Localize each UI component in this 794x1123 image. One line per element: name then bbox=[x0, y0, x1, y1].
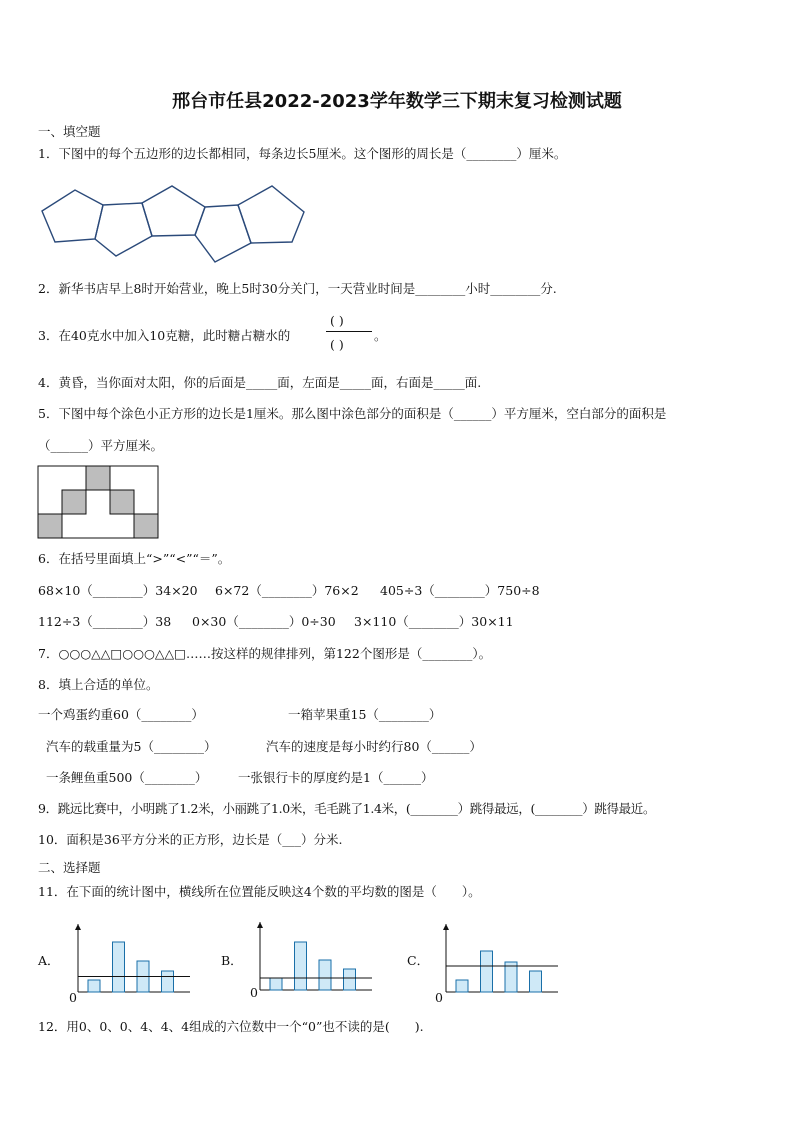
q6-row2-item-1: 112÷3（________）38 bbox=[38, 614, 172, 629]
chart-b-bar-4 bbox=[344, 969, 356, 990]
chart-b-bar-2 bbox=[295, 942, 307, 990]
question-5-line-2: （______）平方厘米。 bbox=[38, 438, 164, 453]
question-3-text: 3．在40克水中加入10克糖，此时糖占糖水的 bbox=[38, 328, 291, 343]
option-a-label[interactable]: A． bbox=[38, 953, 60, 968]
fraction-numerator: ( ) bbox=[330, 313, 344, 328]
chart-c-origin-label: 0 bbox=[435, 990, 443, 1005]
chart-a-bar-4 bbox=[162, 971, 174, 992]
question-5-line-1: 5．下图中每个涂色小正方形的边长是1厘米。那么图中涂色部分的面积是（______）平方厘米，空白部分的面积是 bbox=[38, 406, 667, 421]
q6-row1-item-3: 405÷3（________）750÷8 bbox=[380, 583, 540, 598]
chart-c-bar-1 bbox=[456, 980, 468, 992]
chart-b-y-arrow bbox=[257, 922, 263, 928]
question-7: 7．○○○△△□○○○△△□……按这样的规律排列，第122个图形是（________）。 bbox=[38, 646, 492, 661]
question-10: 10．面积是36平方分米的正方形，边长是（___）分米. bbox=[38, 832, 343, 847]
section-heading-multiple-choice: 二、选择题 bbox=[38, 860, 101, 875]
chart-c-y-arrow bbox=[443, 924, 449, 930]
fraction-denominator: ( ) bbox=[330, 337, 344, 352]
q8-item-6: 一张银行卡的厚度约是1（______） bbox=[238, 770, 434, 785]
q8-item-3: 汽车的载重量为5（________） bbox=[46, 739, 217, 754]
option-b-label[interactable]: B． bbox=[221, 953, 243, 968]
q8-item-4: 汽车的速度是每小时约行80（______） bbox=[266, 739, 482, 754]
question-6: 6．在括号里面填上“>”“<”“＝”。 bbox=[38, 551, 231, 566]
q8-item-1: 一个鸡蛋约重60（________） bbox=[38, 707, 204, 722]
q6-row2-item-2: 0×30（________）0÷30 bbox=[192, 614, 336, 629]
section-heading-fill-blank: 一、填空题 bbox=[38, 124, 101, 139]
question-11: 11．在下面的统计图中，横线所在位置能反映这4个数的平均数的图是（ ）。 bbox=[38, 884, 481, 899]
chart-a-bar-1 bbox=[88, 980, 100, 992]
q8-item-2: 一箱苹果重15（________） bbox=[288, 707, 442, 722]
option-c-label[interactable]: C． bbox=[407, 953, 430, 968]
page-title: 邢台市任县2022-2023学年数学三下期末复习检测试题 bbox=[172, 91, 622, 112]
question-4: 4．黄昏，当你面对太阳，你的后面是_____面，左面是_____面，右面是_____面. bbox=[38, 375, 482, 390]
question-12: 12．用0、0、0、4、4、4组成的六位数中一个“0”也不读的是( ). bbox=[38, 1019, 424, 1034]
question-2: 2．新华书店早上8时开始营业，晚上5时30分关门，一天营业时间是________小时________分. bbox=[38, 281, 557, 296]
q6-row1-item-2: 6×72（________）76×2 bbox=[215, 583, 359, 598]
chart-b-origin-label: 0 bbox=[250, 985, 258, 1000]
chart-c-bar-4 bbox=[530, 971, 542, 992]
chart-b-bar-3 bbox=[319, 960, 331, 990]
question-8: 8．填上合适的单位。 bbox=[38, 677, 159, 692]
q6-row2-item-3: 3×110（________）30×11 bbox=[354, 614, 514, 629]
q6-row1-item-1: 68×10（________）34×20 bbox=[38, 583, 198, 598]
question-1: 1．下图中的每个五边形的边长都相同，每条边长5厘米。这个图形的周长是（________）厘米。 bbox=[38, 146, 567, 161]
question-3-end: 。 bbox=[374, 328, 387, 343]
chart-a-bar-2 bbox=[113, 942, 125, 992]
question-9: 9．跳远比赛中，小明跳了1.2米，小丽跳了1.0米，毛毛跳了1.4米，(________）跳得最远，(________）跳得最近。 bbox=[38, 801, 656, 816]
q8-item-5: 一条鲤鱼重500（________） bbox=[46, 770, 208, 785]
chart-b-bar-1 bbox=[270, 978, 282, 990]
chart-c-bar-2 bbox=[481, 951, 493, 992]
chart-a-y-arrow bbox=[75, 924, 81, 930]
chart-a-origin-label: 0 bbox=[69, 990, 77, 1005]
